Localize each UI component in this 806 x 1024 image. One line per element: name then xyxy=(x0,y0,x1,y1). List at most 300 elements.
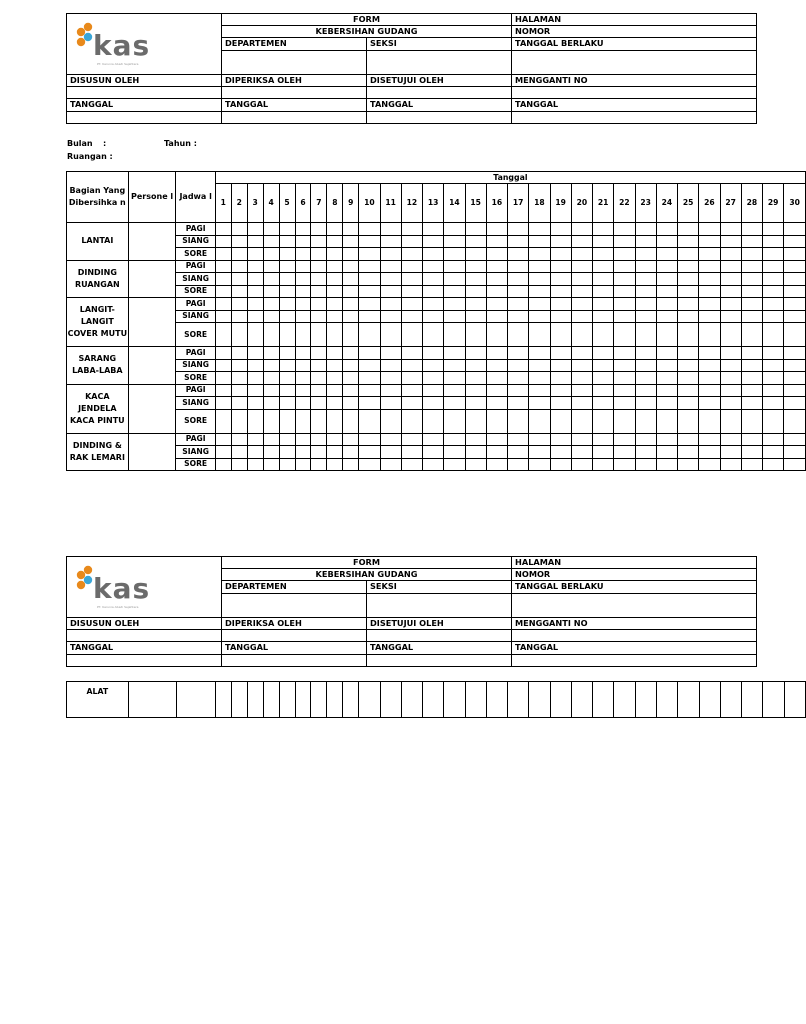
check-cell[interactable] xyxy=(444,273,465,286)
check-cell[interactable] xyxy=(311,298,327,311)
check-cell[interactable] xyxy=(635,323,656,347)
check-cell[interactable] xyxy=(508,260,529,273)
check-cell[interactable] xyxy=(508,285,529,298)
check-cell[interactable] xyxy=(263,260,279,273)
seksi-value[interactable] xyxy=(367,593,512,617)
check-cell[interactable] xyxy=(656,260,677,273)
check-cell[interactable] xyxy=(635,372,656,385)
check-cell[interactable] xyxy=(263,682,279,718)
check-cell[interactable] xyxy=(508,372,529,385)
check-cell[interactable] xyxy=(231,433,247,446)
check-cell[interactable] xyxy=(465,310,486,323)
check-cell[interactable] xyxy=(593,223,614,236)
check-cell[interactable] xyxy=(231,372,247,385)
check-cell[interactable] xyxy=(508,223,529,236)
check-cell[interactable] xyxy=(508,323,529,347)
check-cell[interactable] xyxy=(215,310,231,323)
check-cell[interactable] xyxy=(423,285,444,298)
check-cell[interactable] xyxy=(215,223,231,236)
check-cell[interactable] xyxy=(380,347,401,360)
check-cell[interactable] xyxy=(444,285,465,298)
check-cell[interactable] xyxy=(508,409,529,433)
check-cell[interactable] xyxy=(231,446,247,459)
check-cell[interactable] xyxy=(486,384,507,397)
check-cell[interactable] xyxy=(311,446,327,459)
check-cell[interactable] xyxy=(571,372,592,385)
check-cell[interactable] xyxy=(635,273,656,286)
check-cell[interactable] xyxy=(380,323,401,347)
check-cell[interactable] xyxy=(486,285,507,298)
diperiksa-oleh-value[interactable] xyxy=(222,87,367,99)
check-cell[interactable] xyxy=(763,248,784,261)
check-cell[interactable] xyxy=(465,384,486,397)
check-cell[interactable] xyxy=(327,433,343,446)
check-cell[interactable] xyxy=(295,384,311,397)
check-cell[interactable] xyxy=(279,409,295,433)
check-cell[interactable] xyxy=(614,260,635,273)
check-cell[interactable] xyxy=(699,433,720,446)
check-cell[interactable] xyxy=(380,409,401,433)
check-cell[interactable] xyxy=(215,446,231,459)
personel-cell[interactable] xyxy=(128,433,176,471)
check-cell[interactable] xyxy=(741,359,762,372)
check-cell[interactable] xyxy=(327,273,343,286)
check-cell[interactable] xyxy=(279,458,295,471)
check-cell[interactable] xyxy=(444,372,465,385)
check-cell[interactable] xyxy=(763,682,784,718)
check-cell[interactable] xyxy=(327,446,343,459)
check-cell[interactable] xyxy=(741,248,762,261)
check-cell[interactable] xyxy=(784,359,806,372)
check-cell[interactable] xyxy=(279,273,295,286)
check-cell[interactable] xyxy=(656,458,677,471)
check-cell[interactable] xyxy=(444,235,465,248)
check-cell[interactable] xyxy=(635,359,656,372)
check-cell[interactable] xyxy=(784,682,805,718)
check-cell[interactable] xyxy=(327,347,343,360)
check-cell[interactable] xyxy=(784,372,806,385)
check-cell[interactable] xyxy=(327,458,343,471)
check-cell[interactable] xyxy=(593,359,614,372)
check-cell[interactable] xyxy=(571,248,592,261)
check-cell[interactable] xyxy=(699,323,720,347)
check-cell[interactable] xyxy=(380,372,401,385)
check-cell[interactable] xyxy=(380,248,401,261)
check-cell[interactable] xyxy=(550,397,571,410)
check-cell[interactable] xyxy=(614,323,635,347)
check-cell[interactable] xyxy=(311,372,327,385)
check-cell[interactable] xyxy=(550,682,571,718)
check-cell[interactable] xyxy=(263,433,279,446)
check-cell[interactable] xyxy=(465,458,486,471)
check-cell[interactable] xyxy=(343,409,359,433)
check-cell[interactable] xyxy=(593,273,614,286)
check-cell[interactable] xyxy=(508,384,529,397)
check-cell[interactable] xyxy=(311,248,327,261)
check-cell[interactable] xyxy=(550,446,571,459)
check-cell[interactable] xyxy=(311,409,327,433)
check-cell[interactable] xyxy=(295,347,311,360)
check-cell[interactable] xyxy=(720,433,741,446)
check-cell[interactable] xyxy=(593,372,614,385)
check-cell[interactable] xyxy=(508,273,529,286)
check-cell[interactable] xyxy=(465,347,486,360)
check-cell[interactable] xyxy=(401,347,422,360)
check-cell[interactable] xyxy=(279,372,295,385)
check-cell[interactable] xyxy=(247,372,263,385)
check-cell[interactable] xyxy=(486,347,507,360)
personel-cell[interactable] xyxy=(128,384,176,433)
check-cell[interactable] xyxy=(423,298,444,311)
check-cell[interactable] xyxy=(614,223,635,236)
check-cell[interactable] xyxy=(699,260,720,273)
check-cell[interactable] xyxy=(343,248,359,261)
check-cell[interactable] xyxy=(720,298,741,311)
check-cell[interactable] xyxy=(741,235,762,248)
check-cell[interactable] xyxy=(401,372,422,385)
check-cell[interactable] xyxy=(359,372,380,385)
check-cell[interactable] xyxy=(614,433,635,446)
check-cell[interactable] xyxy=(311,359,327,372)
check-cell[interactable] xyxy=(720,409,741,433)
check-cell[interactable] xyxy=(380,273,401,286)
check-cell[interactable] xyxy=(343,260,359,273)
check-cell[interactable] xyxy=(635,223,656,236)
check-cell[interactable] xyxy=(359,682,380,718)
check-cell[interactable] xyxy=(295,409,311,433)
check-cell[interactable] xyxy=(486,359,507,372)
check-cell[interactable] xyxy=(635,384,656,397)
check-cell[interactable] xyxy=(295,446,311,459)
check-cell[interactable] xyxy=(295,223,311,236)
check-cell[interactable] xyxy=(423,260,444,273)
check-cell[interactable] xyxy=(295,260,311,273)
check-cell[interactable] xyxy=(550,260,571,273)
check-cell[interactable] xyxy=(215,409,231,433)
check-cell[interactable] xyxy=(657,682,678,718)
check-cell[interactable] xyxy=(720,235,741,248)
check-cell[interactable] xyxy=(215,260,231,273)
check-cell[interactable] xyxy=(529,260,550,273)
check-cell[interactable] xyxy=(263,347,279,360)
check-cell[interactable] xyxy=(741,260,762,273)
check-cell[interactable] xyxy=(763,285,784,298)
check-cell[interactable] xyxy=(741,310,762,323)
check-cell[interactable] xyxy=(486,682,507,718)
check-cell[interactable] xyxy=(327,223,343,236)
tanggal-value[interactable] xyxy=(222,111,367,123)
check-cell[interactable] xyxy=(678,458,699,471)
check-cell[interactable] xyxy=(593,235,614,248)
check-cell[interactable] xyxy=(529,372,550,385)
check-cell[interactable] xyxy=(327,323,343,347)
check-cell[interactable] xyxy=(593,446,614,459)
check-cell[interactable] xyxy=(656,298,677,311)
check-cell[interactable] xyxy=(742,682,763,718)
check-cell[interactable] xyxy=(550,409,571,433)
check-cell[interactable] xyxy=(678,347,699,360)
check-cell[interactable] xyxy=(656,409,677,433)
check-cell[interactable] xyxy=(614,248,635,261)
check-cell[interactable] xyxy=(508,310,529,323)
check-cell[interactable] xyxy=(279,285,295,298)
check-cell[interactable] xyxy=(720,458,741,471)
check-cell[interactable] xyxy=(359,446,380,459)
check-cell[interactable] xyxy=(529,285,550,298)
check-cell[interactable] xyxy=(295,323,311,347)
check-cell[interactable] xyxy=(593,347,614,360)
check-cell[interactable] xyxy=(279,298,295,311)
check-cell[interactable] xyxy=(327,409,343,433)
check-cell[interactable] xyxy=(763,397,784,410)
check-cell[interactable] xyxy=(465,223,486,236)
tanggal-value[interactable] xyxy=(367,654,512,666)
check-cell[interactable] xyxy=(656,235,677,248)
check-cell[interactable] xyxy=(215,458,231,471)
check-cell[interactable] xyxy=(678,260,699,273)
check-cell[interactable] xyxy=(327,298,343,311)
check-cell[interactable] xyxy=(571,273,592,286)
check-cell[interactable] xyxy=(343,397,359,410)
check-cell[interactable] xyxy=(311,682,327,718)
check-cell[interactable] xyxy=(614,458,635,471)
check-cell[interactable] xyxy=(231,248,247,261)
check-cell[interactable] xyxy=(359,347,380,360)
check-cell[interactable] xyxy=(529,323,550,347)
check-cell[interactable] xyxy=(529,359,550,372)
check-cell[interactable] xyxy=(784,310,806,323)
check-cell[interactable] xyxy=(550,433,571,446)
check-cell[interactable] xyxy=(231,223,247,236)
disetujui-oleh-value[interactable] xyxy=(367,87,512,99)
check-cell[interactable] xyxy=(699,458,720,471)
check-cell[interactable] xyxy=(571,347,592,360)
check-cell[interactable] xyxy=(486,273,507,286)
check-cell[interactable] xyxy=(720,682,741,718)
check-cell[interactable] xyxy=(699,384,720,397)
check-cell[interactable] xyxy=(444,347,465,360)
check-cell[interactable] xyxy=(699,235,720,248)
check-cell[interactable] xyxy=(295,682,311,718)
check-cell[interactable] xyxy=(263,359,279,372)
check-cell[interactable] xyxy=(327,235,343,248)
check-cell[interactable] xyxy=(327,310,343,323)
check-cell[interactable] xyxy=(380,397,401,410)
check-cell[interactable] xyxy=(465,446,486,459)
check-cell[interactable] xyxy=(343,384,359,397)
check-cell[interactable] xyxy=(327,359,343,372)
check-cell[interactable] xyxy=(444,223,465,236)
check-cell[interactable] xyxy=(508,433,529,446)
check-cell[interactable] xyxy=(635,458,656,471)
check-cell[interactable] xyxy=(401,273,422,286)
check-cell[interactable] xyxy=(784,235,806,248)
check-cell[interactable] xyxy=(763,347,784,360)
check-cell[interactable] xyxy=(678,235,699,248)
check-cell[interactable] xyxy=(614,347,635,360)
check-cell[interactable] xyxy=(635,433,656,446)
check-cell[interactable] xyxy=(231,359,247,372)
check-cell[interactable] xyxy=(231,458,247,471)
check-cell[interactable] xyxy=(247,458,263,471)
check-cell[interactable] xyxy=(593,409,614,433)
check-cell[interactable] xyxy=(279,235,295,248)
check-cell[interactable] xyxy=(678,682,699,718)
check-cell[interactable] xyxy=(465,235,486,248)
check-cell[interactable] xyxy=(656,347,677,360)
check-cell[interactable] xyxy=(359,273,380,286)
check-cell[interactable] xyxy=(401,397,422,410)
check-cell[interactable] xyxy=(656,323,677,347)
check-cell[interactable] xyxy=(593,260,614,273)
check-cell[interactable] xyxy=(741,433,762,446)
check-cell[interactable] xyxy=(614,446,635,459)
check-cell[interactable] xyxy=(486,458,507,471)
check-cell[interactable] xyxy=(380,223,401,236)
check-cell[interactable] xyxy=(401,458,422,471)
check-cell[interactable] xyxy=(656,248,677,261)
check-cell[interactable] xyxy=(593,310,614,323)
check-cell[interactable] xyxy=(311,223,327,236)
check-cell[interactable] xyxy=(215,347,231,360)
check-cell[interactable] xyxy=(508,235,529,248)
check-cell[interactable] xyxy=(741,347,762,360)
check-cell[interactable] xyxy=(678,273,699,286)
check-cell[interactable] xyxy=(401,446,422,459)
check-cell[interactable] xyxy=(327,248,343,261)
check-cell[interactable] xyxy=(529,682,550,718)
check-cell[interactable] xyxy=(763,273,784,286)
check-cell[interactable] xyxy=(699,248,720,261)
check-cell[interactable] xyxy=(720,285,741,298)
check-cell[interactable] xyxy=(215,384,231,397)
check-cell[interactable] xyxy=(311,397,327,410)
check-cell[interactable] xyxy=(699,682,720,718)
check-cell[interactable] xyxy=(529,384,550,397)
check-cell[interactable] xyxy=(614,409,635,433)
check-cell[interactable] xyxy=(656,310,677,323)
check-cell[interactable] xyxy=(380,446,401,459)
check-cell[interactable] xyxy=(231,347,247,360)
check-cell[interactable] xyxy=(614,384,635,397)
check-cell[interactable] xyxy=(656,433,677,446)
check-cell[interactable] xyxy=(784,223,806,236)
check-cell[interactable] xyxy=(720,260,741,273)
check-cell[interactable] xyxy=(763,384,784,397)
check-cell[interactable] xyxy=(550,248,571,261)
check-cell[interactable] xyxy=(444,384,465,397)
check-cell[interactable] xyxy=(678,397,699,410)
check-cell[interactable] xyxy=(763,323,784,347)
check-cell[interactable] xyxy=(359,235,380,248)
check-cell[interactable] xyxy=(247,223,263,236)
check-cell[interactable] xyxy=(247,298,263,311)
check-cell[interactable] xyxy=(529,446,550,459)
check-cell[interactable] xyxy=(247,310,263,323)
check-cell[interactable] xyxy=(741,372,762,385)
check-cell[interactable] xyxy=(614,285,635,298)
check-cell[interactable] xyxy=(550,323,571,347)
check-cell[interactable] xyxy=(247,273,263,286)
check-cell[interactable] xyxy=(763,433,784,446)
tanggal-value[interactable] xyxy=(367,111,512,123)
check-cell[interactable] xyxy=(263,248,279,261)
check-cell[interactable] xyxy=(327,397,343,410)
check-cell[interactable] xyxy=(784,397,806,410)
check-cell[interactable] xyxy=(263,310,279,323)
tanggal-berlaku-value[interactable] xyxy=(512,593,757,617)
check-cell[interactable] xyxy=(215,433,231,446)
check-cell[interactable] xyxy=(247,323,263,347)
check-cell[interactable] xyxy=(343,458,359,471)
check-cell[interactable] xyxy=(311,323,327,347)
check-cell[interactable] xyxy=(311,273,327,286)
check-cell[interactable] xyxy=(380,310,401,323)
check-cell[interactable] xyxy=(656,397,677,410)
check-cell[interactable] xyxy=(529,433,550,446)
check-cell[interactable] xyxy=(763,372,784,385)
check-cell[interactable] xyxy=(720,347,741,360)
check-cell[interactable] xyxy=(571,682,592,718)
check-cell[interactable] xyxy=(678,285,699,298)
check-cell[interactable] xyxy=(699,359,720,372)
check-cell[interactable] xyxy=(550,235,571,248)
check-cell[interactable] xyxy=(311,285,327,298)
check-cell[interactable] xyxy=(359,409,380,433)
personel-cell[interactable] xyxy=(128,347,176,385)
check-cell[interactable] xyxy=(763,260,784,273)
check-cell[interactable] xyxy=(720,384,741,397)
check-cell[interactable] xyxy=(215,285,231,298)
check-cell[interactable] xyxy=(635,682,656,718)
check-cell[interactable] xyxy=(444,409,465,433)
check-cell[interactable] xyxy=(571,446,592,459)
check-cell[interactable] xyxy=(423,458,444,471)
check-cell[interactable] xyxy=(550,372,571,385)
check-cell[interactable] xyxy=(444,458,465,471)
check-cell[interactable] xyxy=(763,298,784,311)
check-cell[interactable] xyxy=(720,223,741,236)
check-cell[interactable] xyxy=(784,298,806,311)
tanggal-berlaku-value[interactable] xyxy=(512,50,757,74)
check-cell[interactable] xyxy=(279,433,295,446)
check-cell[interactable] xyxy=(327,260,343,273)
check-cell[interactable] xyxy=(678,248,699,261)
check-cell[interactable] xyxy=(529,310,550,323)
check-cell[interactable] xyxy=(423,347,444,360)
personel-cell[interactable] xyxy=(128,260,176,298)
check-cell[interactable] xyxy=(593,682,614,718)
check-cell[interactable] xyxy=(741,446,762,459)
check-cell[interactable] xyxy=(343,323,359,347)
check-cell[interactable] xyxy=(215,359,231,372)
check-cell[interactable] xyxy=(465,260,486,273)
mengganti-no-value[interactable] xyxy=(512,630,757,642)
check-cell[interactable] xyxy=(279,260,295,273)
check-cell[interactable] xyxy=(423,235,444,248)
check-cell[interactable] xyxy=(508,397,529,410)
check-cell[interactable] xyxy=(486,433,507,446)
check-cell[interactable] xyxy=(295,310,311,323)
check-cell[interactable] xyxy=(571,409,592,433)
check-cell[interactable] xyxy=(263,384,279,397)
check-cell[interactable] xyxy=(486,235,507,248)
check-cell[interactable] xyxy=(231,409,247,433)
check-cell[interactable] xyxy=(486,323,507,347)
check-cell[interactable] xyxy=(635,260,656,273)
check-cell[interactable] xyxy=(423,397,444,410)
check-cell[interactable] xyxy=(529,397,550,410)
